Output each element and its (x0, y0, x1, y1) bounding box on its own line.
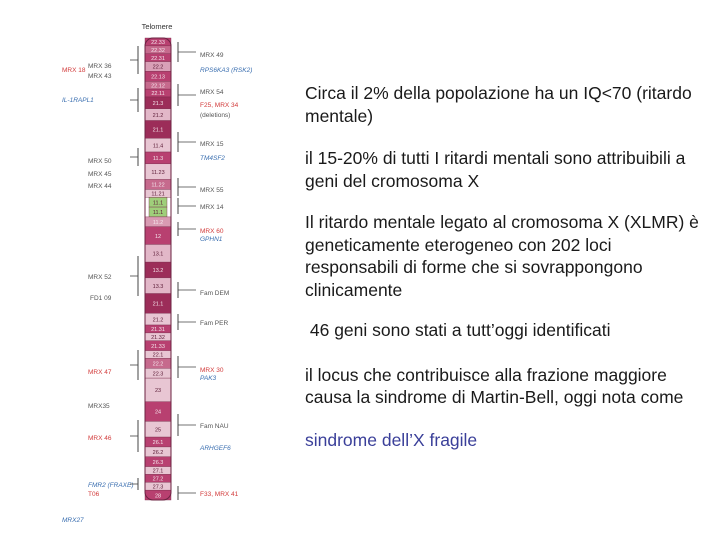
chromosome-x-ideogram-figure (0, 0, 300, 540)
right-locus-label: Fam PER (200, 320, 229, 327)
right-locus-label: RPS6KA3 (RSK2) (200, 67, 253, 74)
band-label: 22.31 (151, 55, 165, 62)
left-locus-label: MRX 52 (88, 274, 112, 281)
left-locus-label: MRX 47 (88, 369, 112, 376)
telomere-label: Telomere (141, 22, 173, 31)
band-label: 13.3 (152, 283, 164, 290)
band-label: 21.31 (151, 327, 165, 334)
band-label: 21.1 (152, 301, 164, 308)
band-label: 26.3 (152, 459, 164, 466)
band-label: 22.32 (151, 47, 165, 54)
right-locus-label: PAK3 (200, 375, 217, 382)
band-label: 22.1 (152, 352, 164, 359)
right-locus-label: MRX 55 (200, 187, 224, 194)
band-label: 27.1 (152, 468, 164, 475)
right-locus-label: MRX 54 (200, 89, 224, 96)
left-locus-label: MRX27 (62, 517, 84, 524)
band-label: 24 (154, 409, 162, 416)
left-loci-annotations (62, 46, 138, 524)
band-label: 22.33 (151, 40, 165, 47)
band-label: 23 (154, 388, 162, 395)
band-label: 26.2 (152, 450, 164, 457)
left-locus-label: IL-1RAPL1 (62, 97, 94, 104)
right-locus-label: MRX 30 (200, 367, 224, 374)
band-label: 22.2 (152, 64, 164, 71)
band-label: 11.2 (152, 220, 164, 227)
band-label: 22.13 (151, 74, 165, 81)
band-label: 21.2 (152, 112, 164, 119)
left-locus-label: MRX 45 (88, 171, 112, 178)
band-label: 11.4 (152, 143, 164, 150)
right-locus-label: MRX 14 (200, 204, 224, 211)
band-label: 22.12 (151, 83, 165, 90)
paragraph-martin-bell: il locus che contribuisce alla frazione maggiore causa la sindrome di Martin-Bell, oggi nota come (305, 364, 684, 407)
left-locus-label: MRX 43 (88, 73, 112, 80)
chromosome-bands (145, 38, 171, 500)
left-locus-label: MRX 44 (88, 183, 112, 190)
paragraph-xlmr-heterogeneity: Il ritardo mentale legato al cromosoma X (XLMR) è geneticamente eterogeneo con 202 loci responsabili di forme che si sovrappongono clinicamente (305, 212, 699, 300)
band-label: 21.3 (152, 101, 164, 108)
band-label: 27.3 (152, 484, 164, 491)
band-label: 12 (154, 233, 162, 240)
paragraph-genes-identified: 46 geni sono stati a tutt’oggi identificati (305, 320, 611, 340)
paragraph-fragile-x: sindrome dell’X fragile (305, 429, 478, 450)
left-locus-label: MRX 36 (88, 63, 112, 70)
left-locus-label: MRX 50 (88, 158, 112, 165)
band-label: 22.2 (152, 361, 164, 368)
left-locus-label: MRX35 (88, 403, 110, 410)
band-label: 26.1 (152, 440, 164, 447)
right-loci-annotations (178, 42, 252, 500)
text-panel (305, 82, 705, 451)
right-locus-label: F33, MRX 41 (200, 491, 239, 498)
paragraph-prevalence: Circa il 2% della popolazione ha un IQ<70 (ritardo mentale) (305, 83, 692, 126)
band-label: 21.33 (151, 343, 165, 350)
right-locus-label: GPHN1 (200, 236, 223, 243)
band-label: 13.1 (152, 251, 164, 258)
band-label: 28 (154, 493, 162, 500)
left-locus-label: MRX 18 (62, 67, 86, 74)
right-locus-label: (deletions) (200, 112, 231, 119)
band-label: 11.1 (152, 210, 164, 217)
band-label: 25 (154, 427, 162, 434)
band-label: 21.1 (152, 127, 164, 134)
left-locus-label: MRX 46 (88, 435, 112, 442)
ideogram-svg (0, 0, 300, 540)
right-locus-label: TM4SF2 (200, 155, 225, 162)
band-label: 21.32 (151, 335, 165, 342)
right-locus-label: MRX 49 (200, 52, 224, 59)
right-locus-label: Fam NAU (200, 423, 229, 430)
band-label: 22.3 (152, 371, 164, 378)
band-label: 11.21 (151, 191, 165, 198)
paragraph-x-linked-fraction: il 15-20% di tutti I ritardi mentali sono attribuibili a geni del cromosoma X (305, 148, 686, 191)
right-locus-label: MRX 15 (200, 141, 224, 148)
band-label: 11.1 (152, 200, 164, 207)
left-locus-label: FMR2 (FRAXE) (88, 482, 134, 489)
right-locus-label: MRX 60 (200, 228, 224, 235)
right-locus-label: F25, MRX 34 (200, 102, 239, 109)
band-label: 13.2 (152, 268, 164, 275)
band-label: 21.2 (152, 317, 164, 324)
band-label: 22.11 (151, 91, 165, 98)
right-locus-label: Fam DEM (200, 290, 230, 297)
right-locus-label: ARHGEF6 (200, 445, 231, 452)
left-locus-label: T06 (88, 491, 100, 498)
band-label: 11.22 (151, 182, 165, 189)
band-label: 11.3 (152, 156, 164, 163)
left-locus-label: FD1 09 (90, 295, 112, 302)
band-label: 11.23 (151, 169, 165, 176)
band-label: 27.2 (152, 476, 164, 483)
